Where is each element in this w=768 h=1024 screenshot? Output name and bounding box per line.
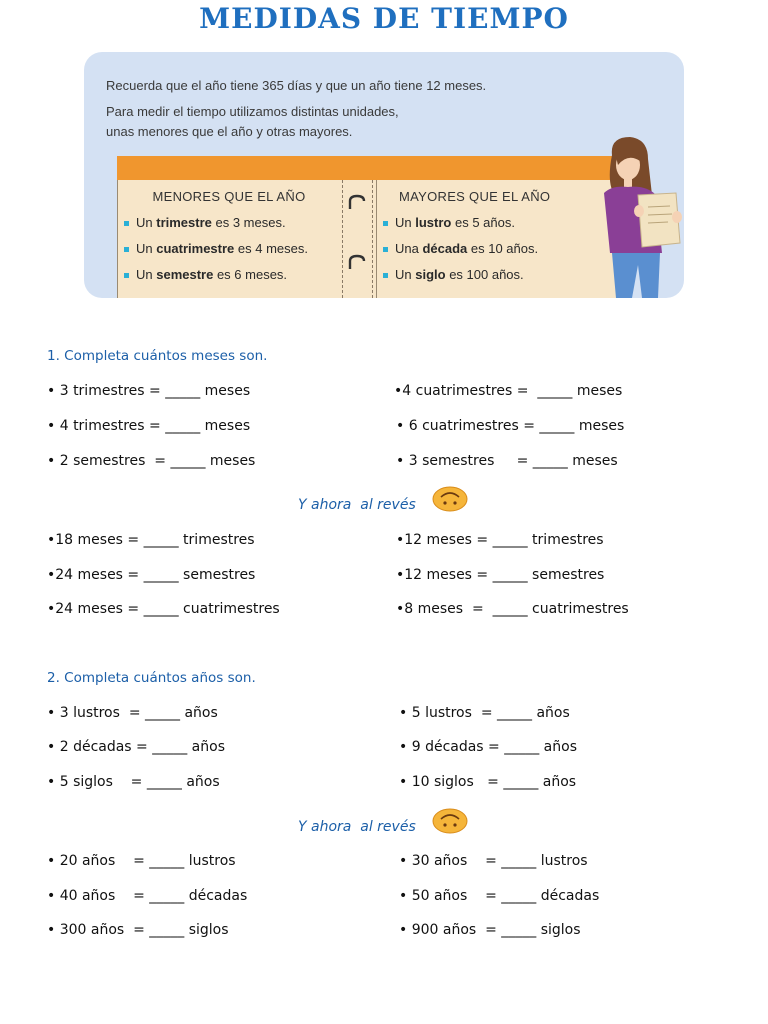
exercise-item: • 5 siglos = _____ años <box>47 774 220 790</box>
larger-units-heading: MAYORES QUE EL AÑO <box>399 189 551 204</box>
exercise-item: •8 meses = _____ cuatrimestres <box>396 601 629 617</box>
intro-line-3: unas menores que el año y otras mayores. <box>106 124 353 139</box>
exercise-item: • 10 siglos = _____ años <box>399 774 577 790</box>
exercise-item: • 900 años = _____ siglos <box>399 922 581 938</box>
binder-spine <box>339 180 376 298</box>
exercise-item: • 3 semestres = _____ meses <box>396 453 618 469</box>
exercise-item: •12 meses = _____ semestres <box>396 567 605 583</box>
exercise-item: • 2 semestres = _____ meses <box>47 453 256 469</box>
larger-unit-item <box>383 267 524 282</box>
smaller-units-panel <box>117 180 341 298</box>
larger-unit-item <box>383 241 538 256</box>
smaller-units-heading: MENORES QUE EL AÑO <box>152 189 306 204</box>
reverse-subheading: Y ahora al revés <box>298 819 416 835</box>
item-term: trimestre <box>156 215 212 230</box>
item-text: es 3 meses. <box>211 215 286 230</box>
bullet-square-icon <box>124 221 129 226</box>
bullet-square-icon <box>383 273 388 278</box>
spine-dashed-line <box>372 180 373 298</box>
item-text: es 6 meses. <box>213 267 288 282</box>
upside-down-face-icon <box>432 486 468 512</box>
upside-down-face-icon <box>432 808 468 834</box>
intro-line-2: Para medir el tiempo utilizamos distintas unidades, <box>106 104 399 119</box>
reminder-box <box>84 52 684 298</box>
exercise-item: •24 meses = _____ cuatrimestres <box>47 601 280 617</box>
exercise-item: • 3 lustros = _____ años <box>47 705 218 721</box>
exercise-item: • 30 años = _____ lustros <box>399 853 588 869</box>
exercise-item: •12 meses = _____ trimestres <box>396 532 604 548</box>
intro-line-1: Recuerda que el año tiene 365 días y que un año tiene 12 meses. <box>106 78 487 93</box>
bullet-square-icon <box>124 273 129 278</box>
item-term: siglo <box>415 267 446 282</box>
exercise-item: • 50 años = _____ décadas <box>399 888 600 904</box>
exercise-item: • 3 trimestres = _____ meses <box>47 383 251 399</box>
item-text: Un <box>395 215 416 230</box>
item-text: Un <box>395 267 416 282</box>
spine-dashed-line <box>342 180 343 298</box>
smaller-unit-item <box>124 267 287 282</box>
exercise-item: • 300 años = _____ siglos <box>47 922 229 938</box>
binder-ring-icon <box>347 194 367 210</box>
exercise-item: •24 meses = _____ semestres <box>47 567 256 583</box>
item-text: es 5 años. <box>451 215 515 230</box>
section-2-heading: 2. Completa cuántos años son. <box>47 670 256 686</box>
exercise-item: • 2 décadas = _____ años <box>47 739 225 755</box>
bullet-square-icon <box>383 247 388 252</box>
page-title: MEDIDAS DE TIEMPO <box>199 2 569 35</box>
item-term: lustro <box>415 215 452 230</box>
exercise-item: • 6 cuatrimestres = _____ meses <box>396 418 625 434</box>
item-text: Una <box>395 241 423 256</box>
item-term: década <box>422 241 468 256</box>
bullet-square-icon <box>383 221 388 226</box>
girl-illustration <box>582 135 684 298</box>
item-text: Un <box>136 241 157 256</box>
item-text: Un <box>136 215 157 230</box>
smaller-unit-item <box>124 241 308 256</box>
exercise-item: •4 cuatrimestres = _____ meses <box>394 383 623 399</box>
exercise-item: • 4 trimestres = _____ meses <box>47 418 251 434</box>
item-text: es 10 años. <box>467 241 539 256</box>
item-term: semestre <box>156 267 214 282</box>
reverse-subheading: Y ahora al revés <box>298 497 416 513</box>
exercise-item: • 5 lustros = _____ años <box>399 705 570 721</box>
section-1-heading: 1. Completa cuántos meses son. <box>47 348 268 364</box>
item-text: Un <box>136 267 157 282</box>
exercise-item: • 20 años = _____ lustros <box>47 853 236 869</box>
item-text: es 4 meses. <box>234 241 308 256</box>
exercise-item: • 9 décadas = _____ años <box>399 739 577 755</box>
larger-unit-item <box>383 215 515 230</box>
item-term: cuatrimestre <box>156 241 235 256</box>
smaller-unit-item <box>124 215 286 230</box>
bullet-square-icon <box>124 247 129 252</box>
item-text: es 100 años. <box>445 267 524 282</box>
orange-band <box>117 156 617 180</box>
exercise-item: •18 meses = _____ trimestres <box>47 532 255 548</box>
exercise-item: • 40 años = _____ décadas <box>47 888 248 904</box>
binder-ring-icon <box>347 254 367 270</box>
